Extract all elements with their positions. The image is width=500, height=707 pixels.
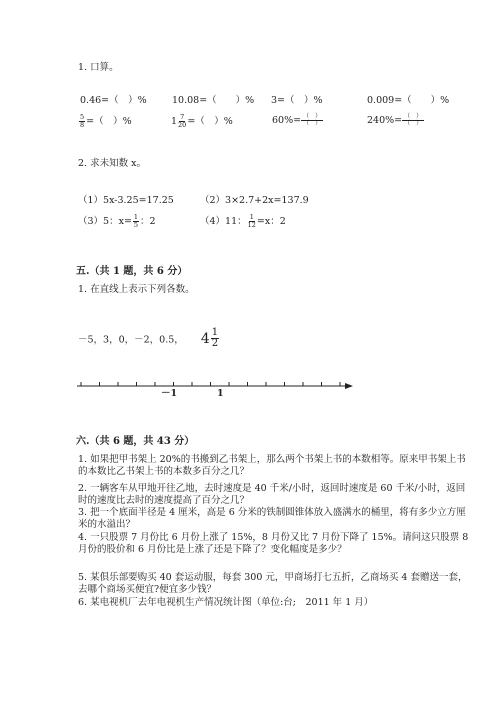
question-6: 6. 某电视机厂去年电视机生产情况统计图（单位:台; 2011 年 1 月） — [78, 597, 374, 608]
equation-1: （1）5x-3.25=17.25 — [78, 195, 174, 206]
blank-top: （ ） — [303, 113, 322, 120]
mixed-whole: 1 — [171, 116, 178, 127]
blank-bottom: （ ） — [404, 120, 423, 127]
frac-num: 1 — [249, 213, 254, 221]
frac-den: 5 — [133, 221, 139, 229]
equation-3-post: ：2 — [140, 216, 156, 227]
blank-top: （ ） — [404, 113, 423, 120]
kousuan-item-8 — [367, 114, 424, 127]
kousuan-item-3: 3=（ ）% — [271, 95, 323, 106]
equation-4-post: =x：2 — [256, 216, 286, 227]
frac-num: 5 — [80, 113, 85, 121]
question-1: 1. 如果把甲书架上 20%的书搬到乙书架上，那么两个书架上书的本数相等。原来甲书架上书的本数比乙书架上书的本数多百分之几？ — [78, 454, 466, 477]
section6-heading: 六.（共 6 题，共 43 分） — [76, 436, 195, 447]
frac-den: 12 — [247, 221, 256, 229]
equation-2: （2）3×2.7+2x=137.9 — [200, 195, 309, 206]
unknown-title: 2. 求未知数 x。 — [78, 158, 146, 169]
kousuan-item-1: 0.46=（ ）% — [80, 95, 147, 106]
equation-4 — [200, 214, 286, 229]
label-one: 1 — [217, 388, 224, 399]
equation-3 — [78, 214, 156, 229]
kousuan-item-8-pre: 240%= — [367, 115, 403, 126]
section5-heading: 五.（共 1 题，共 6 分） — [76, 266, 188, 277]
kousuan-title: 1. 口算。 — [78, 62, 119, 73]
question-5: 5. 某俱乐部要购买 40 套运动服，每套 300 元，甲商场打七五折，乙商场买 4 套赠送一套，去哪个商场买便宜?便宜多少钱？ — [78, 572, 468, 595]
kousuan-item-7 — [272, 114, 323, 127]
frac-num: 1 — [133, 213, 139, 221]
frac-num: 1 — [211, 327, 219, 338]
frac-den: 20 — [178, 121, 187, 129]
kousuan-item-6 — [171, 114, 233, 129]
label-neg-one: －1 — [161, 388, 178, 399]
mixed-number — [201, 328, 220, 349]
frac-den: 2 — [211, 338, 219, 349]
frac-num: 7 — [180, 113, 185, 121]
equation-3-pre: （3）5：x= — [78, 216, 132, 227]
kousuan-item-4: 0.009=（ ）% — [367, 95, 450, 106]
question-2: 2. 一辆客车从甲地开往乙地，去时速度是 40 千米/小时，返回时速度是 60 千米/小时，返回时的速度比去时的速度提高了百分之几？ — [78, 483, 466, 506]
question-4: 4. 一只股票 7 月份比 6 月份上涨了 15%，8 月份又比 7 月份下降了 15%。请问这只股票 8 月份的股价和 6 月份比是上涨了还是下降了？变化幅度是多少？ — [78, 532, 469, 555]
equation-4-pre: （4）11： — [200, 216, 247, 227]
kousuan-item-5 — [78, 114, 132, 129]
section5-question-1: 1. 在直线上表示下列各数。 — [78, 284, 195, 295]
frac-den: 8 — [80, 121, 85, 129]
question-3: 3. 把一个底面半径是 4 厘米，高是 6 分米的铁制圆锥体放入盛满水的桶里，将有多少立方厘米的水溢出？ — [78, 507, 466, 530]
kousuan-item-2: 10.08=（ ）% — [172, 95, 255, 106]
ticks — [81, 382, 340, 386]
numbers-text: －5，3，0，－2，0.5， — [78, 334, 184, 346]
mixed-whole: 4 — [200, 330, 210, 347]
kousuan-item-5-rest: =（ ）% — [86, 116, 132, 127]
blank-bottom: （ ） — [303, 120, 322, 127]
number-line — [75, 378, 355, 396]
kousuan-item-7-pre: 60%= — [272, 115, 302, 126]
kousuan-item-6-rest: =（ ）% — [187, 116, 233, 127]
arrow-head — [345, 383, 353, 389]
numbers-list — [78, 328, 220, 349]
